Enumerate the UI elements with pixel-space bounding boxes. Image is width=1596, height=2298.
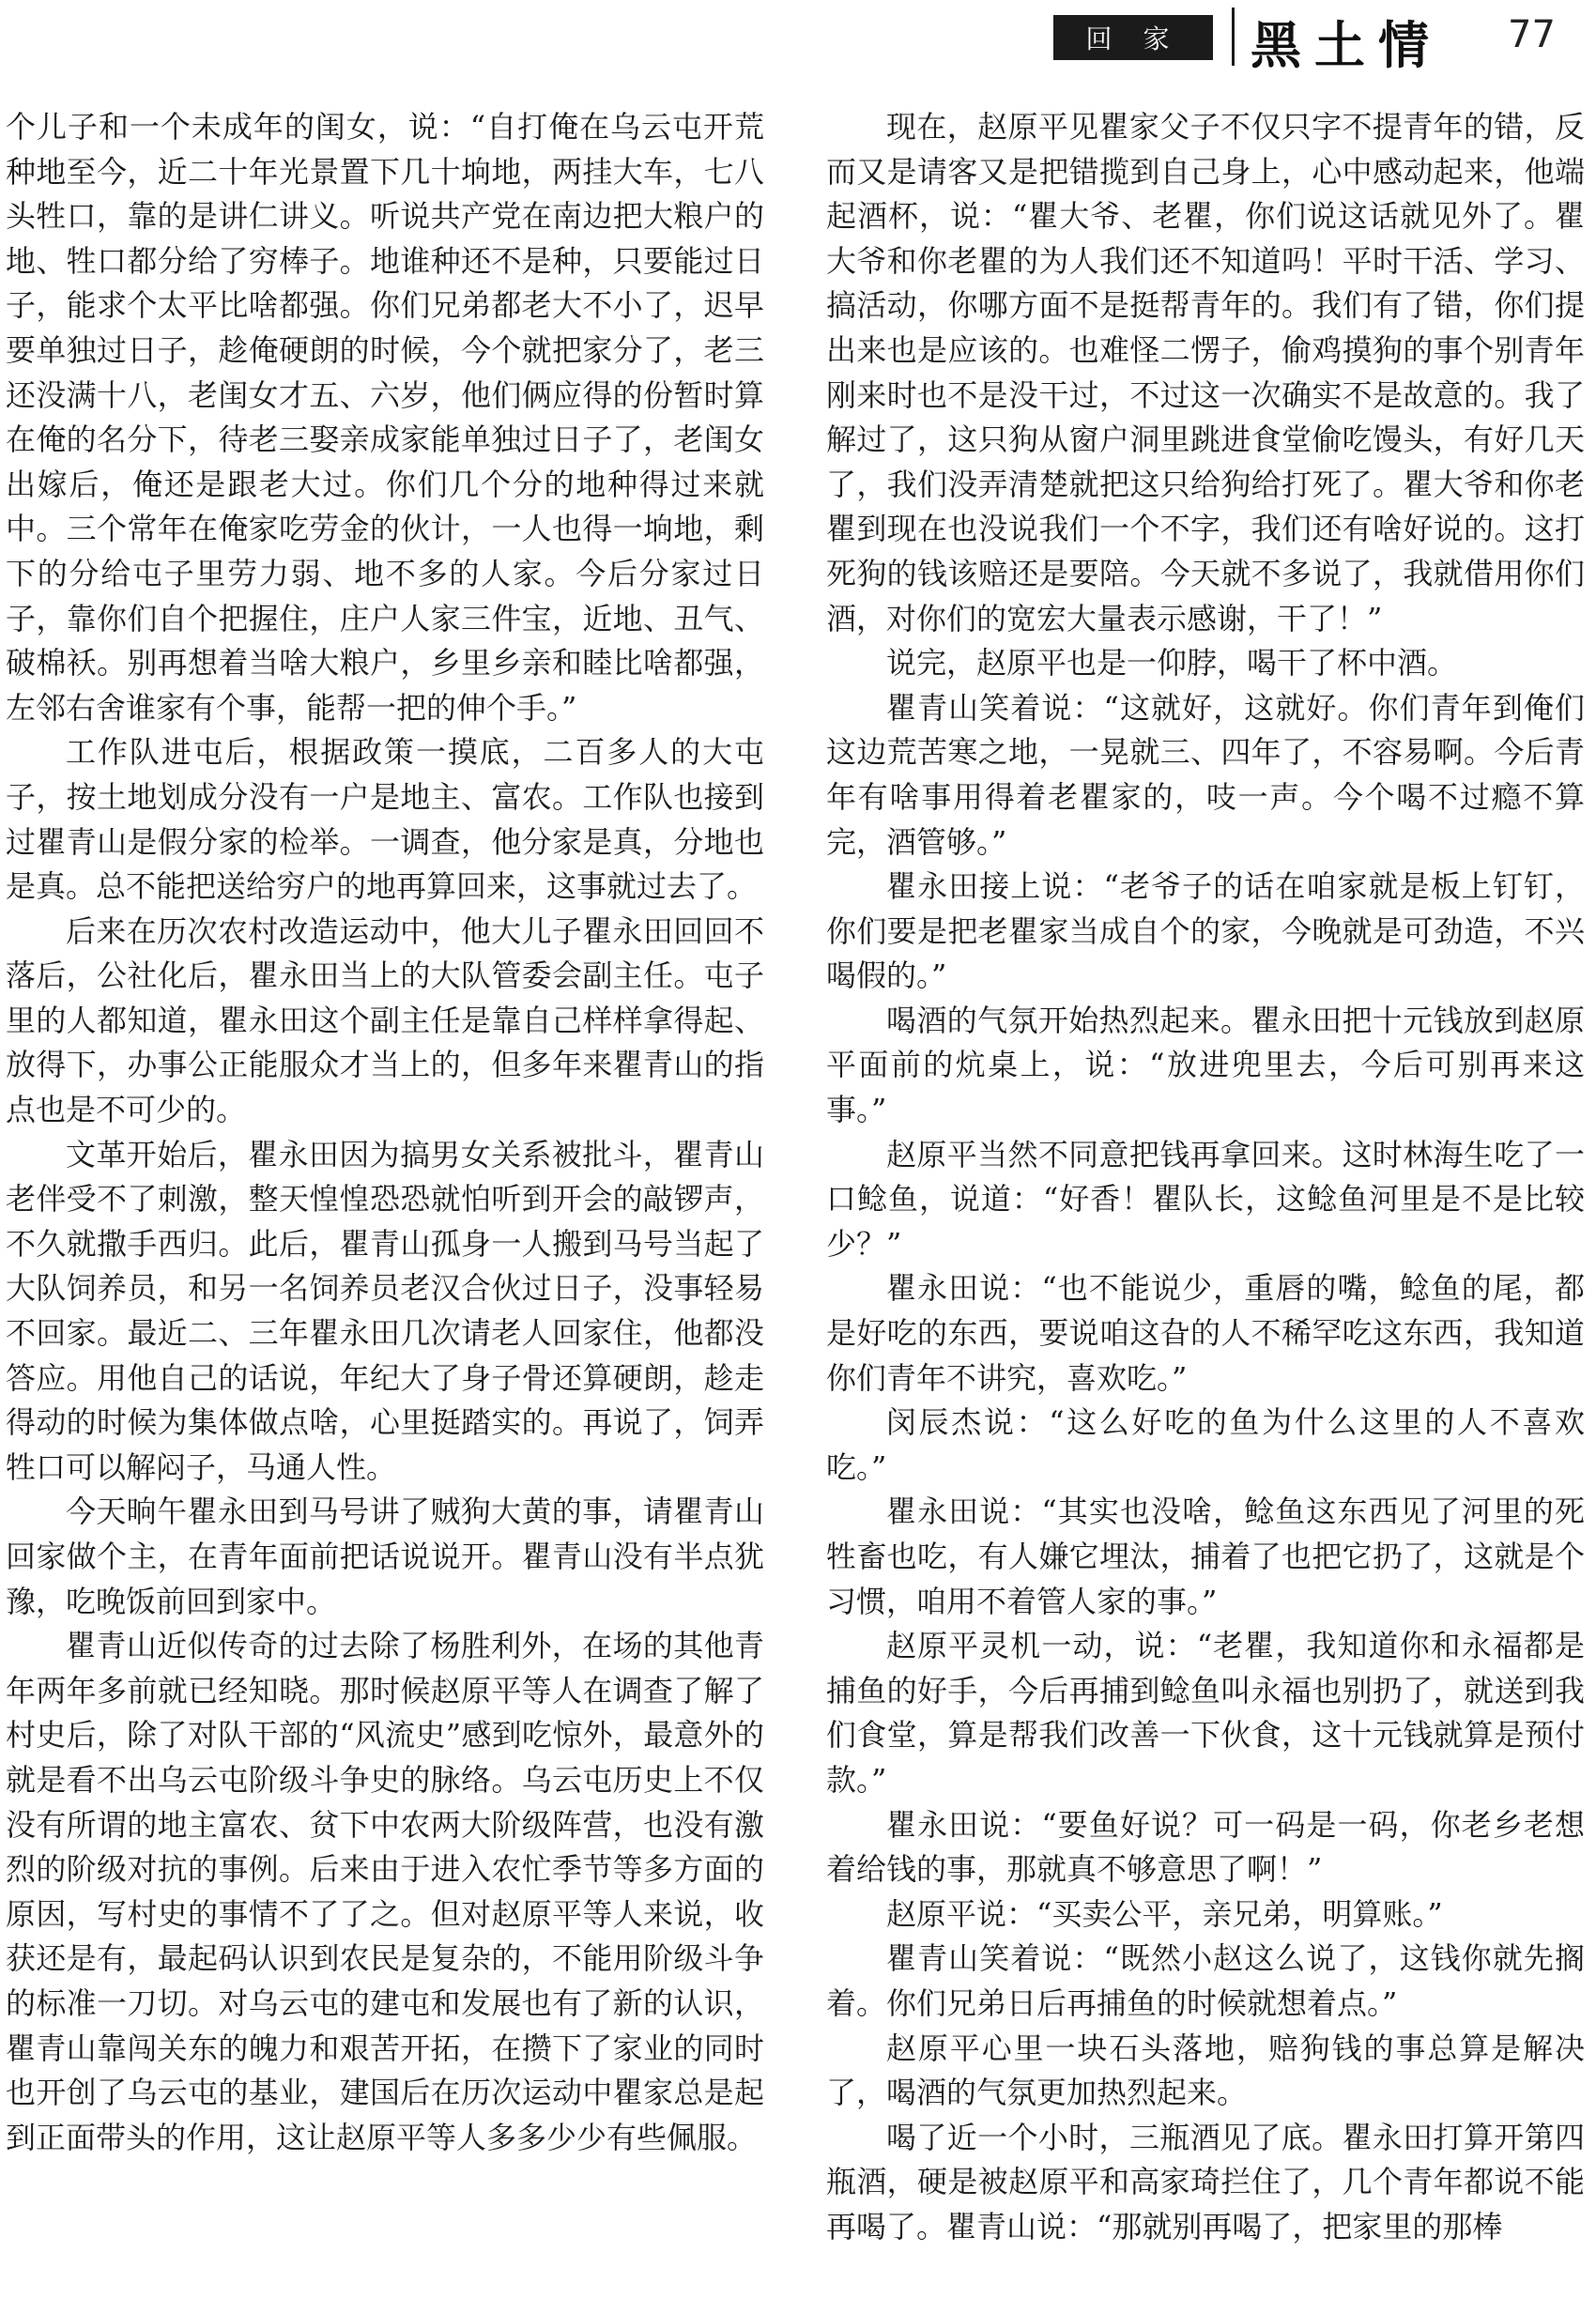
paragraph: 瞿永田说：“要鱼好说？可一码是一码，你老乡老想着给钱的事，那就真不够意思了啊！” (826, 1806, 1585, 1888)
page-number: 77 (1508, 13, 1556, 56)
right-column (826, 105, 1585, 2292)
section-badge: 回 家 (1053, 15, 1213, 60)
paragraph: 说完，赵原平也是一仰脖，喝干了杯中酒。 (886, 645, 1458, 682)
paragraph: 今天晌午瞿永田到马号讲了贼狗大黄的事，请瞿青山回家做个主，在青年面前把话说说开。瞿青山没有半点犹豫，吃晚饭前回到家中。 (6, 1494, 764, 1619)
paragraph: 现在，赵原平见瞿家父子不仅只字不提青年的错，反而又是请客又是把错揽到自己身上，心中感动起来，他端起酒杯，说：“瞿大爷、老瞿，你们说这话就见外了。瞿大爷和你老瞿的为人我们还不知道吗！平时干活、学习、搞活动，你哪方面不是挺帮青年的。我们有了错，你们提出来也是应该的。也难怪二愣子，偷鸡摸狗的事个别青年刚来时也不是没干过，不过这一次确实不是故意的。我了解过了，这只狗从窗户洞里跳进食堂偷吃馒头，有好几天了，我们没弄清楚就把这只给狗给打死了。瞿大爷和你老瞿到现在也没说我们一个不字，我们还有啥好说的。这打死狗的钱该赔还是要陪。今天就不多说了，我就借用你们酒，对你们的宽宏大量表示感谢，干了！” (826, 109, 1585, 636)
paragraph: 赵原平灵机一动，说：“老瞿，我知道你和永福都是捕鱼的好手，今后再捕到鲶鱼叫永福也别扔了，就送到我们食堂，算是帮我们改善一下伙食，这十元钱就算是预付款。” (826, 1628, 1585, 1798)
paragraph: 喝酒的气氛开始热烈起来。瞿永田把十元钱放到赵原平面前的炕桌上，说：“放进兜里去，今后可别再来这事。” (826, 1002, 1585, 1128)
paragraph: 瞿永田说：“其实也没啥，鲶鱼这东西见了河里的死牲畜也吃，有人嫌它埋汰，捕着了也把它扔了，这就是个习惯，咱用不着管人家的事。” (826, 1494, 1585, 1619)
paragraph: 瞿青山笑着说：“这就好，这就好。你们青年到俺们这边荒苦寒之地，一晃就三、四年了，不容易啊。今后青年有啥事用得着老瞿家的，吱一声。今个喝不过瘾不算完，酒管够。” (826, 689, 1585, 860)
paragraph: 喝了近一个小时，三瓶酒见了底。瞿永田打算开第四瓶酒，硬是被赵原平和高家琦拦住了，几个青年都说不能再喝了。瞿青山说：“那就别再喝了，把家里的那棒 (826, 2119, 1585, 2244)
page-header (0, 0, 1596, 103)
paragraph: 闵辰杰说：“这么好吃的鱼为什么这里的人不喜欢吃。” (826, 1404, 1585, 1485)
paragraph: 赵原平心里一块石头落地，赔狗钱的事总算是解决了，喝酒的气氛更加热烈起来。 (826, 2030, 1585, 2111)
paragraph: 工作队进屯后，根据政策一摸底，二百多人的大屯子，按土地划成分没有一户是地主、富农。工作队也接到过瞿青山是假分家的检举。一调查，他分家是真，分地也是真。总不能把送给穷户的地再算回来，这事就过去了。 (6, 734, 764, 905)
paragraph: 文革开始后，瞿永田因为搞男女关系被批斗，瞿青山老伴受不了刺激，整天惶惶恐恐就怕听到开会的敲锣声，不久就撒手西归。此后，瞿青山孤身一人搬到马号当起了大队饲养员，和另一名饲养员老汉合伙过日子，没事轻易不回家。最近二、三年瞿永田几次请老人回家住，他都没答应。用他自己的话说，年纪大了身子骨还算硬朗，趁走得动的时候为集体做点啥，心里挺踏实的。再说了，饲弄牲口可以解闷子，马通人性。 (6, 1136, 764, 1485)
paragraph: 赵原平说：“买卖公平，亲兄弟，明算账。” (886, 1895, 1443, 1932)
paragraph: 瞿青山笑着说：“既然小赵这么说了，这钱你就先搁着。你们兄弟日后再捕鱼的时候就想着点。” (826, 1940, 1585, 2021)
paragraph: 后来在历次农村改造运动中，他大儿子瞿永田回回不落后，公社化后，瞿永田当上的大队管委会副主任。屯子里的人都知道，瞿永田这个副主任是靠自己样样拿得起、放得下，办事公正能服众才当上的，但多年来瞿青山的指点也是不可少的。 (6, 912, 764, 1128)
magazine-title: 黑土情 (1251, 15, 1442, 75)
left-column (6, 105, 764, 2292)
header-divider (1232, 8, 1235, 66)
paragraph: 赵原平当然不同意把钱再拿回来。这时林海生吃了一口鲶鱼，说道：“好香！瞿队长，这鲶鱼河里是不是比较少？” (826, 1136, 1585, 1262)
paragraph: 个儿子和一个未成年的闺女，说：“自打俺在乌云屯开荒种地至今，近二十年光景置下几十垧地，两挂大车，七八头牲口，靠的是讲仁讲义。听说共产党在南边把大粮户的地、牲口都分给了穷棒子。地谁种还不是种，只要能过日子，能求个太平比啥都强。你们兄弟都老大不小了，迟早要单独过日子，趁俺硬朗的时候，今个就把家分了，老三还没满十八，老闺女才五、六岁，他们俩应得的份暂时算在俺的名分下，待老三娶亲成家能单独过日子了，老闺女出嫁后，俺还是跟老大过。你们几个分的地种得过来就中。三个常年在俺家吃劳金的伙计，一人也得一垧地，剩下的分给屯子里劳力弱、地不多的人家。今后分家过日子，靠你们自个把握住，庄户人家三件宝，近地、丑气、破棉袄。别再想着当啥大粮户，乡里乡亲和睦比啥都强，左邻右舍谁家有个事，能帮一把的伸个手。” (6, 109, 764, 726)
paragraph: 瞿永田说：“也不能说少，重唇的嘴，鲶鱼的尾，都是好吃的东西，要说咱这旮的人不稀罕吃这东西，我知道你们青年不讲究，喜欢吃。” (826, 1270, 1585, 1396)
paragraph: 瞿青山近似传奇的过去除了杨胜利外，在场的其他青年两年多前就已经知晓。那时候赵原平等人在调查了解了村史后，除了对队干部的“风流史”感到吃惊外，最意外的就是看不出乌云屯阶级斗争史的脉络。乌云屯历史上不仅没有所谓的地主富农、贫下中农两大阶级阵营，也没有激烈的阶级对抗的事例。后来由于进入农忙季节等多方面的原因，写村史的事情不了了之。但对赵原平等人来说，收获还是有，最起码认识到农民是复杂的，不能用阶级斗争的标准一刀切。对乌云屯的建屯和发展也有了新的认识，瞿青山靠闯关东的魄力和艰苦开拓，在攒下了家业的同时也开创了乌云屯的基业，建国后在历次运动中瞿家总是起到正面带头的作用，这让赵原平等人多多少少有些佩服。 (6, 1628, 764, 2155)
paragraph: 瞿永田接上说：“老爷子的话在咱家就是板上钉钉，你们要是把老瞿家当成自个的家，今晚就是可劲造，不兴喝假的。” (826, 868, 1585, 994)
